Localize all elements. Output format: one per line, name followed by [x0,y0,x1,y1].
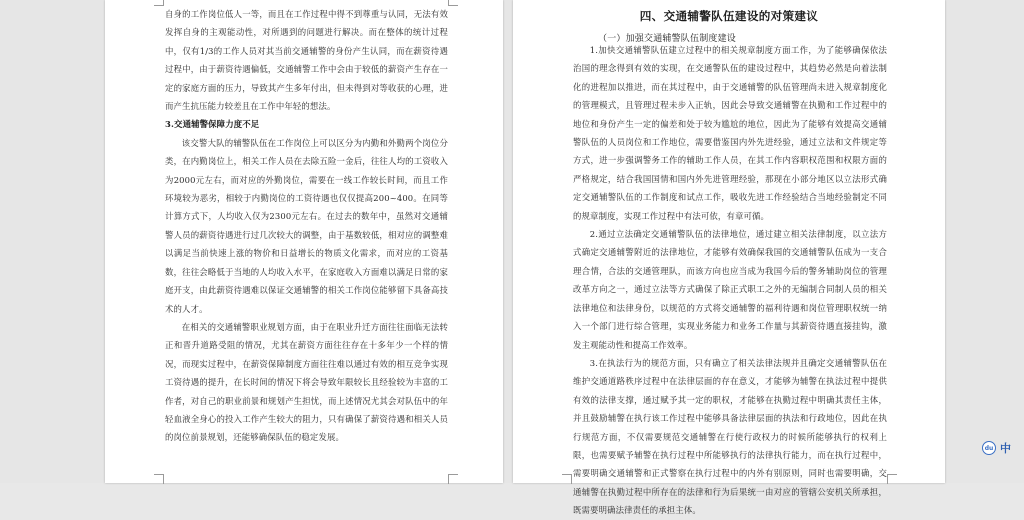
paragraph: 2.通过立法确定交通辅警队伍的法律地位，通过建立相关法律制度，以立法方式确定交通辅警附近的法律地位，才能够有效确保我国的交通辅警队伍成为一支合理合情，合法的交通管理队，而该方向也应当成为我国今后的警务辅助岗位的管理改革方向之一，通过立法等方式确保了除正式职工之外的无编制合同制人员的相关法律地位和法律身份，以规范的方式将交通辅警的福利待遇和岗位管理职权统一纳入一个部门进行综合管理，实现业务能力和业务工作量与其薪资待遇直接挂钩，激发主观能动性和提高工作效率。 [573,229,887,350]
page-corner-mark [154,0,164,6]
subheading: 3.交通辅警保障力度不足 [165,119,260,130]
ime-language-label[interactable]: 中 [1000,442,1011,455]
ime-status-icon[interactable]: du [982,441,996,455]
page-corner-mark [154,474,164,484]
document-page-left [105,0,503,483]
page-corner-mark [448,0,458,6]
page-corner-mark [448,474,458,484]
paragraph: 在相关的交通辅警职业规划方面，由于在职业升迁方面往往面临无法转正和晋升道路受阻的情况，尤其在薪资方面往往存在十多年少一个样的情况，而现实过程中，在薪资保障制度方面往往难以通过有效的相互竞争实现工资待遇的提升，在长时间的情况下将会导致年限较长且经验较为丰富的工作者，对自己的职业前景和规划产生担忧，而上述情况尤其会对队伍中的年轻血液全身心的投入工作产生较大的阻力，只有确保了薪资待遇和相关人员的岗位前景规划，还能够确保队伍的稳定发展。 [165,321,448,443]
document-page-right [513,0,945,516]
section-title: 四、交通辅警队伍建设的对策建议 [639,9,819,23]
right-page-body [573,41,887,520]
paragraph: 3.在执法行为的规范方面，只有确立了相关法律法规并且确定交通辅警队伍在维护交通道路秩序过程中在法律层面的存在意义，才能够为辅警在执法过程中提供有效的法律支撑，通过赋予其一定的职权，才能够在执勤过程中明确其责任主体，并且鼓励辅警在执行该工作过程中能够具备法律层面的执法和行政地位，因此在执行规范方面，不仅需要规范交通辅警在行使行政权力的时候所能够执行的权利上限，也需要赋予辅警在执行过程中所能够执行的法律执行能力，而在执行过程中，需要明确交通辅警和正式警察在执行过程中的内外有别原则，同时也需要明确，交通辅警在执勤过程中所存在的法律和行为后果统一由对应的管辖公安机关所承担，既需要明确法律责任的承担主体。 [573,357,887,516]
ime-indicator[interactable] [982,439,1011,457]
page-corner-mark [887,474,897,484]
paragraph: 自身的工作岗位低人一等，而且在工作过程中得不到尊重与认同，无法有效发挥自身的主观能动性，对所遇到的问题进行解决。而在整体的统计过程中，仅有1/3的工作人员对其当前交通辅警的身份产生认同，而在薪资待遇过程中，由于薪资待遇偏低，交通辅警工作中会由于较低的薪资产生存在一定的家庭方面的压力，导致其产生多年付出，但未得到对等收获的心理，进而产生抗压能力较差且在工作中年轻的想法。 [165,9,448,112]
left-page-body [165,5,448,447]
subsection-title: （一）加强交通辅警队伍制度建设 [598,34,737,44]
paragraph: 该交警大队的辅警队伍在工作岗位上可以区分为内勤和外勤两个岗位分类，在内勤岗位上，相关工作人员在去除五险一金后，往往人均的工资收入为2000元左右，而对应的外勤岗位，需要在一线工作较长时间，而且工作环境较为恶劣，相较于内勤岗位的工资待遇也仅仅提高200~400。在同等计算方式下，人均收入仅为2300元左右。在过去的数年中，虽然对交通辅警人员的薪资待遇进行过几次较大的调整，由于基数较低，相对应的调整难以满足当前快速上涨的物价和日益增长的物质文化需求，而对应的工资基数，往往会略低于当地的人均收入水平，在家庭收入方面难以满足日常的家庭开支，由此薪资待遇难以保证交通辅警的相关工作岗位能够留下具备高技术的人才。 [165,137,448,314]
paragraph: 1.加快交通辅警队伍建立过程中的相关规章制度方面工作，为了能够确保依法治国的理念得到有效的实现，在交通警队伍的建设过程中，其趋势必然是向着法制化的进程加以推进，而在其过程中，由于交通辅警的队伍管理尚未进入规章制度化的管理模式，且管理过程未步入正轨，因此会导致交通辅警在执勤和工作过程中的地位和身份产生一定的偏差和处于较为尴尬的地位，因此为了能够有效提高交通辅警队伍的人员岗位和工作地位，需要借鉴国内外先进经验，通过立法和文件规定等方式，进一步强调警务工作的辅助工作人员，在其工作内容职权范围和权限方面的严格规定，结合我国国情和国内外先进管理经验，那现在小部分地区以立法形式确定交通辅警队伍的工作制度和试点工作，吸收先进工作经验结合当地经验制定不同的规章制度，实现工作过程中有法可依，有章可循。 [573,45,887,221]
page-corner-mark [562,474,572,484]
